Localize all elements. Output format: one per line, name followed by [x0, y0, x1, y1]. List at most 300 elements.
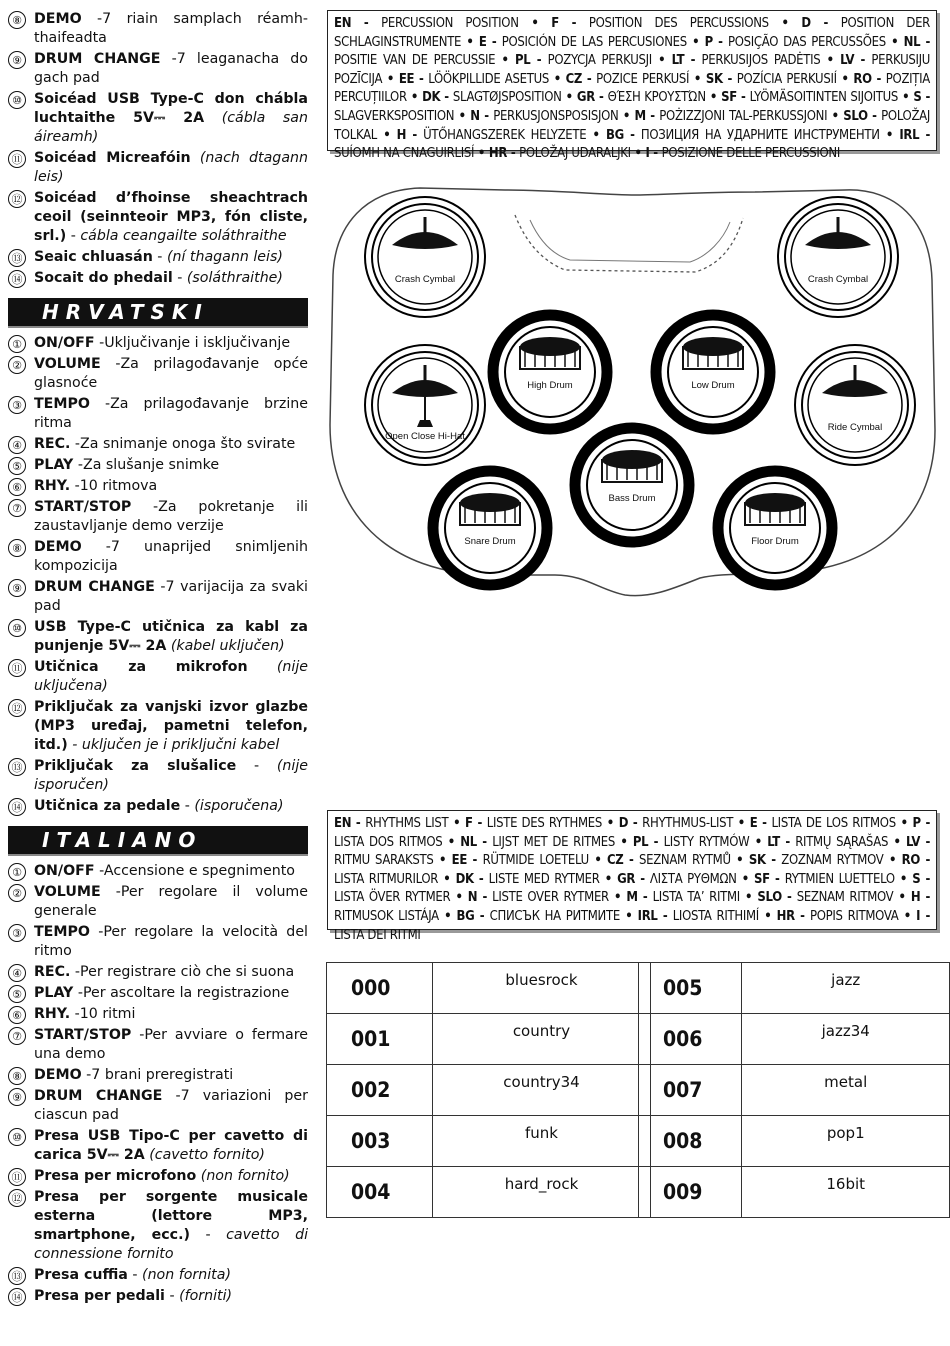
item-note: (nije uključena): [34, 659, 308, 694]
list-item: [8, 1188, 308, 1264]
drum-pad: [433, 471, 547, 585]
lang-text: POZIȚIA PERCUȚIILOR: [334, 71, 930, 106]
lang-code: F: [551, 16, 559, 31]
table-row: [639, 1014, 950, 1065]
item-text: [34, 1087, 308, 1125]
drum-pad: [795, 345, 915, 465]
lang-code: E: [749, 816, 758, 831]
list-item: [8, 984, 308, 1003]
lang-text: POPIS RITMOVA: [809, 908, 899, 924]
lang-code: DK: [422, 90, 441, 106]
drum-pad-diagram: [325, 180, 940, 620]
lang-text: POŻIZZJONI TAL-PERKUSSJONI: [659, 108, 828, 124]
lang-text: RHYTHMS LIST: [365, 816, 449, 831]
list-item: [8, 538, 308, 576]
item-text: [34, 50, 308, 88]
rhythm-code: 005: [639, 963, 742, 1014]
item-number: ⑭: [8, 270, 26, 288]
lang-code: EN: [334, 16, 352, 31]
lang-text: POSITION DER SCHLAGINSTRUMENTE: [334, 16, 930, 50]
item-label: Presa per pedali: [34, 1288, 165, 1304]
item-text: [34, 923, 308, 961]
item-description: -10 ritmi: [70, 1006, 136, 1022]
list-item: [8, 618, 308, 656]
item-note: (forniti): [179, 1288, 233, 1304]
table-row: [327, 963, 651, 1014]
item-note: cábla ceangailte soláthraithe: [80, 228, 287, 244]
item-number: ⑨: [8, 51, 26, 69]
item-number: ⑥: [8, 478, 26, 496]
lang-code: N: [470, 108, 480, 124]
item-number: ②: [8, 884, 26, 902]
lang-code: NL: [903, 34, 921, 50]
item-description: -7 varijacija za svaki pad: [34, 579, 308, 614]
item-number: ⑩: [8, 1128, 26, 1146]
item-text: [34, 658, 308, 696]
lang-text: LISTA DOS RITMOS: [334, 834, 443, 850]
lang-text: RITMUSOK LISTÁJA: [334, 908, 439, 924]
item-description: -7 riain samplach réamh-thaifeadta: [34, 11, 308, 46]
item-number: ⑬: [8, 758, 26, 776]
item-description: -Per ascoltare la registrazione: [73, 985, 290, 1001]
item-label: Priključak za slušalice: [34, 758, 237, 774]
lang-text: POSIÇÃO DAS PERCUSSÕES: [728, 34, 886, 50]
item-description: -: [152, 249, 167, 265]
item-description: [191, 150, 200, 166]
lang-code: BG: [605, 127, 624, 143]
lang-text: LISTE OVER RYTMER: [492, 890, 609, 906]
lang-code: F: [465, 816, 473, 831]
item-number: ⑫: [8, 190, 26, 208]
item-text: [34, 10, 308, 48]
item-label: ON/OFF: [34, 863, 95, 879]
lang-code: SF: [754, 871, 770, 887]
item-text: [34, 1066, 308, 1085]
list-item: [8, 435, 308, 454]
item-note: (kabel uključen): [170, 638, 285, 654]
item-number: ③: [8, 396, 26, 414]
rhythm-name: 16bit: [742, 1167, 950, 1218]
lang-code: EN: [334, 816, 352, 831]
list-item: [8, 395, 308, 433]
item-text: [34, 883, 308, 921]
item-description: -Per regolare il volume generale: [34, 884, 308, 919]
item-number: ⑨: [8, 579, 26, 597]
item-number: ⑭: [8, 1288, 26, 1306]
rhythm-code: 006: [639, 1014, 742, 1065]
lang-text: LISTA TA’ RITMI: [652, 890, 740, 906]
lang-code: CZ: [565, 71, 583, 87]
item-note: (non fornita): [142, 1267, 231, 1283]
rhythm-code: 002: [327, 1065, 433, 1116]
lang-code: GR: [617, 871, 636, 887]
item-note: (nach dtagann leis): [34, 150, 308, 185]
list-item: [8, 797, 308, 816]
item-label: DEMO: [34, 11, 82, 27]
item-description: -Per registrare ciò che si suona: [70, 964, 295, 980]
rhythm-code: 008: [639, 1116, 742, 1167]
list-item: [8, 498, 308, 536]
lang-text: POSITION DES PERCUSSIONS: [588, 16, 769, 31]
item-description: -Za pokretanje ili zaustavljanje demo verzije: [34, 499, 308, 534]
item-label: DRUM CHANGE: [34, 1088, 163, 1104]
item-label: START/STOP: [34, 1027, 132, 1043]
list-item: [8, 1026, 308, 1064]
item-description: -Per avviare o fermare una demo: [34, 1027, 308, 1062]
rhythm-name: metal: [742, 1065, 950, 1116]
item-label: Presa per sorgente musicale esterna (lettore MP3, smartphone, ecc.): [34, 1189, 308, 1243]
item-note: (non fornito): [200, 1168, 290, 1184]
item-number: ④: [8, 964, 26, 982]
item-number: ①: [8, 335, 26, 353]
rhythms-table-left: [326, 962, 651, 1218]
lang-text: PERKUSIJU POZĪCIJA: [334, 53, 931, 87]
lang-text: ΛΙΣΤΑ ΡΥΘΜΩΝ: [649, 871, 737, 887]
list-item: [8, 862, 308, 881]
rhythm-name: bluesrock: [433, 963, 651, 1014]
item-number: ⑦: [8, 1027, 26, 1045]
item-description: -: [66, 228, 81, 244]
lang-text: СПИСЪК НА РИТМИТЕ: [489, 908, 620, 924]
lang-code: P: [912, 816, 921, 831]
item-label: Seaic chluasán: [34, 249, 153, 265]
lang-text: LISTA DE LOS RITMOS: [771, 816, 896, 831]
item-label: DRUM CHANGE: [34, 579, 155, 595]
item-number: ⑩: [8, 91, 26, 109]
drum-pad: [575, 428, 689, 542]
item-description: -7 brani preregistrati: [81, 1067, 234, 1083]
lang-code: RO: [901, 853, 920, 869]
item-number: ⑤: [8, 457, 26, 475]
lang-code: SF: [721, 90, 737, 106]
lang-text: PERCUSSION POSITION: [381, 16, 519, 31]
item-label: REC.: [34, 964, 71, 980]
lang-code: SLO: [757, 890, 782, 906]
item-text: [34, 334, 308, 353]
lang-text: LIOSTA RITHIMÍ: [672, 908, 759, 924]
item-description: -Uključivanje i isključivanje: [94, 335, 291, 351]
list-item: [8, 269, 308, 288]
lang-text: ПОЗИЦИЯ НА УДАРНИТЕ ИНСТРУМЕНТИ: [640, 127, 880, 143]
list-item: [8, 1087, 308, 1125]
drum-pad: [656, 315, 770, 429]
item-number: ③: [8, 924, 26, 942]
item-number: ⑫: [8, 1189, 26, 1207]
lang-code: I: [645, 146, 650, 162]
table-row: [327, 1167, 651, 1218]
list-item: [8, 456, 308, 475]
item-description: -: [164, 1288, 180, 1304]
handle-inner: [530, 220, 730, 262]
left-column: [8, 10, 308, 1308]
lang-code: H: [396, 127, 407, 143]
lang-code: S: [912, 871, 921, 887]
lang-code: SLO: [843, 108, 868, 124]
item-text: [34, 1127, 308, 1165]
list-item: [8, 1066, 308, 1085]
item-label: Presa cuffia: [34, 1267, 128, 1283]
item-label: DRUM CHANGE: [34, 51, 161, 67]
table-row: [639, 1167, 950, 1218]
rhythm-name: jazz: [742, 963, 950, 1014]
item-text: [34, 395, 308, 433]
item-text: [34, 538, 308, 576]
lang-text: RITMŲ SĄRAŠAS: [795, 834, 889, 850]
list-item: [8, 698, 308, 755]
item-note: (cábla san áireamh): [34, 110, 308, 145]
item-text: [34, 862, 308, 881]
item-description: [204, 110, 222, 126]
item-number: ⑪: [8, 1168, 26, 1186]
pad-label: Snare Drum: [464, 536, 516, 547]
table-row: [639, 1116, 950, 1167]
item-text: [34, 456, 308, 475]
list-item: [8, 658, 308, 696]
item-number: ⑭: [8, 798, 26, 816]
lang-text: SLAGVERKSPOSITION: [334, 108, 455, 124]
lang-code: S: [913, 90, 922, 106]
item-description: -: [236, 758, 277, 774]
item-description: [248, 659, 277, 675]
list-item: [8, 923, 308, 961]
item-label: USB Type-C utičnica za kabl za punjenje 5V⎓ 2A: [34, 619, 308, 654]
item-label: Priključak za vanjski izvor glazbe (MP3 uređaj, pametni telefon, itd.): [34, 699, 308, 753]
item-description: -: [127, 1267, 143, 1283]
drum-pad: [365, 345, 485, 465]
item-number: ⑬: [8, 249, 26, 267]
rhythm-name: hard_rock: [433, 1167, 651, 1218]
rhythm-code: 001: [327, 1014, 433, 1065]
item-text: [34, 1188, 308, 1264]
item-label: PLAY: [34, 985, 74, 1001]
lang-code: H: [910, 890, 921, 906]
table-row: [327, 1065, 651, 1116]
list-item: [8, 10, 308, 48]
lang-code: EE: [451, 853, 468, 869]
item-text: [34, 963, 308, 982]
lang-code: E: [478, 34, 487, 50]
lang-code: EE: [398, 71, 415, 87]
pad-label: High Drum: [527, 380, 573, 391]
rhythm-code: 000: [327, 963, 433, 1014]
pad-label: Ride Cymbal: [827, 422, 883, 433]
item-text: [34, 435, 308, 454]
item-text: [34, 149, 308, 187]
item-note: (nije isporučen): [34, 758, 308, 793]
lang-text: LISTE DES RYTHMES: [486, 816, 603, 831]
table-row: [639, 963, 950, 1014]
pad-label: Open Close Hi-Hat: [385, 431, 465, 442]
lang-code: LT: [767, 834, 780, 850]
lang-code: PL: [632, 834, 649, 850]
lang-text: POSICIÓN DE LAS PERCUSIONES: [501, 34, 687, 50]
item-description: -: [172, 270, 187, 286]
lang-text: POLOŽAJ TOLKAL: [334, 108, 931, 143]
item-number: ⑧: [8, 539, 26, 557]
item-description: -Accensione e spegnimento: [94, 863, 295, 879]
item-text: [34, 1287, 308, 1306]
item-text: [34, 984, 308, 1003]
pad-label: Crash Cymbal: [807, 274, 869, 285]
item-text: [34, 269, 308, 288]
section-title-hrvatski: HRVATSKI: [8, 298, 308, 328]
lang-text: RYTMIEN LUETTELO: [784, 871, 895, 887]
lang-text: ÜTŐHANGSZEREK HELYZETE: [423, 127, 587, 143]
list-item: [8, 1127, 308, 1165]
lang-code: IRL: [899, 127, 920, 143]
lang-text: LISTY RYTMÓW: [663, 834, 750, 850]
rhythm-code: 003: [327, 1116, 433, 1167]
drum-pad: [718, 471, 832, 585]
table-row: [327, 1116, 651, 1167]
item-description: -Per regolare la velocità del ritmo: [34, 924, 308, 959]
item-description: -Za snimanje onoga što svirate: [70, 436, 296, 452]
item-description: -7 leaganacha do gach pad: [34, 51, 308, 86]
item-description: -10 ritmova: [70, 478, 158, 494]
item-text: [34, 248, 308, 267]
drum-pad: [493, 315, 607, 429]
item-number: ⑦: [8, 499, 26, 517]
lang-code: PL: [515, 53, 531, 69]
lang-code: LT: [671, 53, 685, 69]
item-label: Soicéad Micreafóin: [34, 150, 191, 166]
item-number: ⑨: [8, 1088, 26, 1106]
table-row: [327, 1014, 651, 1065]
section-title-italiano: ITALIANO: [8, 826, 308, 856]
rhythms-list-box: EN - RHYTHMS LIST • F - LISTE DES RYTHMES • D - RHYTHMUS-LIST • E - LISTA DE LOS RITMOS • P - LISTA DOS RITMOS • NL - LIJST MET DE RITMES • PL - LISTY RYTMÓW • LT - RITMŲ SĄRAŠAS • LV - RITMU SARAKSTS • EE - RÜTMIDE LOETELU • CZ - SEZNAM RYTMŮ • SK - ZOZNAM RYTMOV • RO - LISTA RITMURILOR • DK - LISTE MED RYTMER • GR - ΛΙΣΤΑ ΡΥΘΜΩΝ • SF - RYTMIEN LUETTELO • S - LISTA ÖVER RYTMER • N - LISTE OVER RYTMER • M - LISTA TA’ RITMI • SLO - SEZNAM RITMOV • H - RITMUSOK LISTÁJA • BG - СПИСЪК НА РИТМИТЕ • IRL - LIOSTA RITHIMÍ • HR - POPIS RITMOVA • I - LISTA DEI RITMI: [327, 810, 937, 930]
lang-text: LYÖMÄSOITINTEN SIJOITUS: [749, 90, 899, 106]
item-text: [34, 498, 308, 536]
item-number: ④: [8, 436, 26, 454]
lang-code: HR: [488, 146, 508, 162]
item-number: ⑤: [8, 985, 26, 1003]
pad-label: Floor Drum: [751, 536, 799, 547]
item-label: Soicéad d’fhoinse sheachtrach ceoil (seinnteoir MP3, fón cliste, srl.): [34, 190, 308, 244]
lang-code: DK: [455, 871, 474, 887]
italiano-list: [8, 862, 308, 1306]
lang-text: POLOŽAJ UDARALJKI: [519, 146, 631, 162]
lang-text: LISTE MED RYTMER: [488, 871, 600, 887]
lang-text: POZÍCIA PERKUSIÍ: [736, 71, 837, 87]
item-label: VOLUME: [34, 884, 101, 900]
item-number: ⑥: [8, 1006, 26, 1024]
item-description: -Za prilagođavanje brzine ritma: [34, 396, 308, 431]
item-label: RHY.: [34, 1006, 71, 1022]
lang-code: D: [618, 816, 629, 831]
item-label: RHY.: [34, 478, 71, 494]
drum-pad: [365, 197, 485, 317]
item-number: ⑪: [8, 150, 26, 168]
item-description: -: [180, 798, 195, 814]
item-text: [34, 477, 308, 496]
item-description: -Za slušanje snimke: [73, 457, 220, 473]
item-label: TEMPO: [34, 396, 90, 412]
lang-code: P: [704, 34, 713, 50]
rhythm-code: 004: [327, 1167, 433, 1218]
lang-text: POSITIE VAN DE PERCUSSIE: [334, 53, 496, 69]
lang-code: I: [916, 908, 921, 924]
item-label: PLAY: [34, 457, 74, 473]
list-item: [8, 1266, 308, 1285]
lang-code: CZ: [607, 853, 624, 869]
lang-code: GR: [576, 90, 595, 106]
item-label: Utičnica za mikrofon: [34, 659, 248, 675]
rhythm-name: funk: [433, 1116, 651, 1167]
item-text: [34, 698, 308, 755]
list-item: [8, 757, 308, 795]
lang-text: SLAGTØJSPOSITION: [452, 90, 562, 106]
item-label: ON/OFF: [34, 335, 95, 351]
lang-code: M: [626, 890, 638, 906]
item-label: DEMO: [34, 539, 82, 555]
rhythm-name: country34: [433, 1065, 651, 1116]
handle-outline: [515, 215, 743, 272]
item-label: Soicéad USB Type-C don chábla luchtaithe 5V⎓ 2A: [34, 91, 308, 126]
item-text: [34, 578, 308, 616]
item-description: -: [189, 1227, 227, 1243]
item-text: [34, 1167, 308, 1186]
pad-label: Bass Drum: [608, 493, 656, 504]
list-item: [8, 1287, 308, 1306]
item-description: -7 unaprijed snimljenih kompozicija: [34, 539, 308, 574]
lang-text: RÜTMIDE LOETELU: [482, 853, 589, 869]
item-text: [34, 618, 308, 656]
hrvatski-list: [8, 334, 308, 816]
item-label: VOLUME: [34, 356, 101, 372]
item-note: cavetto di connessione fornito: [34, 1227, 309, 1262]
rhythm-name: jazz34: [742, 1014, 950, 1065]
item-label: DEMO: [34, 1067, 82, 1083]
rhythm-code: 007: [639, 1065, 742, 1116]
item-text: [34, 1026, 308, 1064]
list-item: [8, 477, 308, 496]
item-number: ①: [8, 863, 26, 881]
lang-text: SUÍOMH NA CNAGUIRLISÍ: [334, 146, 475, 162]
pad-label: Crash Cymbal: [394, 274, 456, 285]
item-label: TEMPO: [34, 924, 90, 940]
item-description: -7 variazioni per ciascun pad: [34, 1088, 308, 1123]
lang-code: IRL: [637, 908, 658, 924]
item-note: - uključen je i priključni kabel: [72, 737, 280, 753]
pad-label: Low Drum: [691, 380, 735, 391]
lang-text: LISTA RITMURILOR: [334, 871, 439, 887]
lang-text: RITMU SARAKSTS: [334, 853, 434, 869]
item-number: ⑬: [8, 1267, 26, 1285]
item-note: (soláthraithe): [186, 270, 283, 286]
item-text: [34, 189, 308, 246]
drum-pad: [778, 197, 898, 317]
item-text: [34, 1266, 308, 1285]
lang-text: LÖÖKPILLIDE ASETUS: [428, 71, 549, 87]
item-text: [34, 90, 308, 147]
lang-code: LV: [906, 834, 921, 850]
item-description: -Za prilagođavanje opće glasnoće: [34, 356, 308, 391]
lang-code: M: [634, 108, 646, 124]
lang-text: POZICE PERKUSÍ: [596, 71, 690, 87]
item-note: (ní thagann leis): [166, 249, 283, 265]
list-item: [8, 334, 308, 353]
rhythm-code: 009: [639, 1167, 742, 1218]
lang-text: PERKUSJONSPOSISJON: [493, 108, 619, 124]
lang-code: SK: [748, 853, 766, 869]
list-item: [8, 189, 308, 246]
list-item: [8, 248, 308, 267]
lang-text: POZYCJA PERKUSJI: [547, 53, 652, 69]
item-note: (cavetto fornito): [149, 1147, 265, 1163]
rhythm-name: country: [433, 1014, 651, 1065]
item-number: ②: [8, 356, 26, 374]
list-item: [8, 963, 308, 982]
